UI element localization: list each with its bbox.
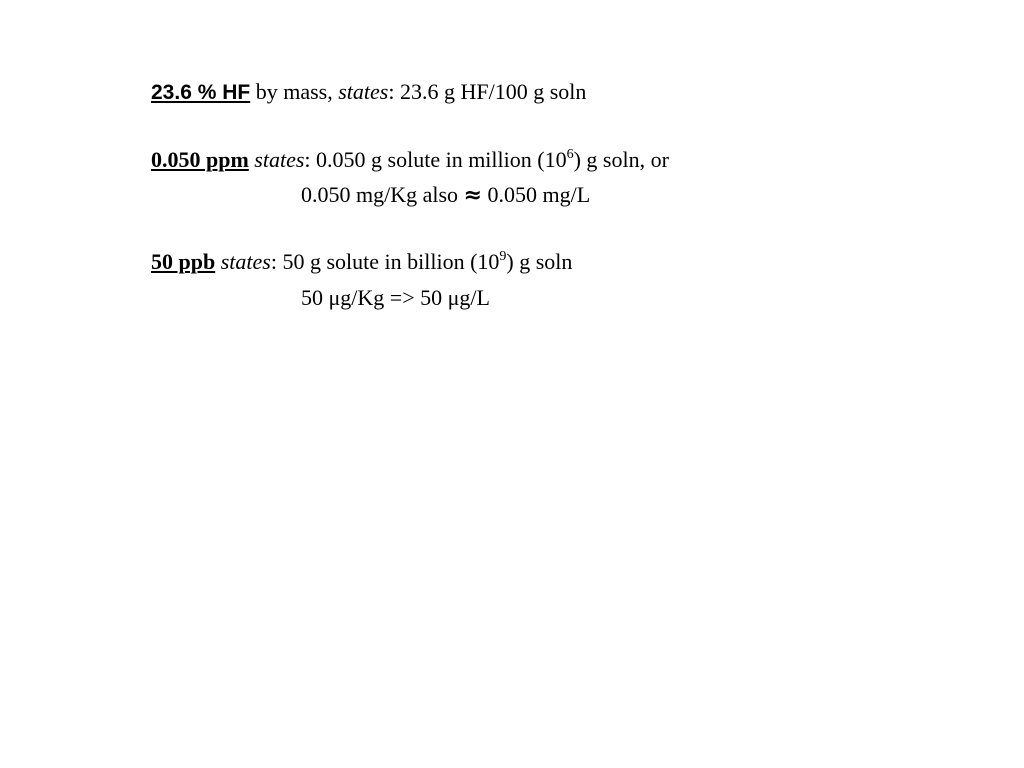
ppm-mg-per-kg: 0.050 mg/Kg also: [301, 182, 464, 207]
ppm-equivalence-line: [301, 181, 590, 210]
ppb-exponent: 9: [499, 248, 507, 264]
approx-symbol: ≈: [463, 183, 482, 208]
ppm-exponent: 6: [566, 146, 574, 162]
states-label: states: [220, 249, 271, 274]
ppb-equivalence-line: [301, 284, 490, 312]
ppm-definition-end: ) g soln, or: [573, 147, 669, 172]
mass-percent-text: by mass,: [250, 79, 339, 104]
mass-percent-term: 23.6 % HF: [151, 81, 251, 104]
ppm-mg-per-l: 0.050 mg/L: [482, 182, 591, 207]
ppb-line: [151, 248, 572, 276]
ppb-definition-end: ) g soln: [506, 249, 573, 274]
ppb-definition: : 50 g solute in billion (10: [270, 249, 500, 274]
mass-percent-definition: : 23.6 g HF/100 g soln: [388, 79, 587, 104]
ppm-term: 0.050 ppm: [151, 147, 249, 172]
ppm-line: [151, 146, 669, 174]
ppb-ug-equivalence: 50 μg/Kg => 50 μg/L: [301, 285, 490, 310]
ppm-definition: : 0.050 g solute in million (10: [304, 147, 567, 172]
states-label: states: [338, 79, 389, 104]
mass-percent-line: [151, 78, 586, 107]
ppb-term: 50 ppb: [151, 249, 216, 274]
states-label: states: [254, 147, 305, 172]
